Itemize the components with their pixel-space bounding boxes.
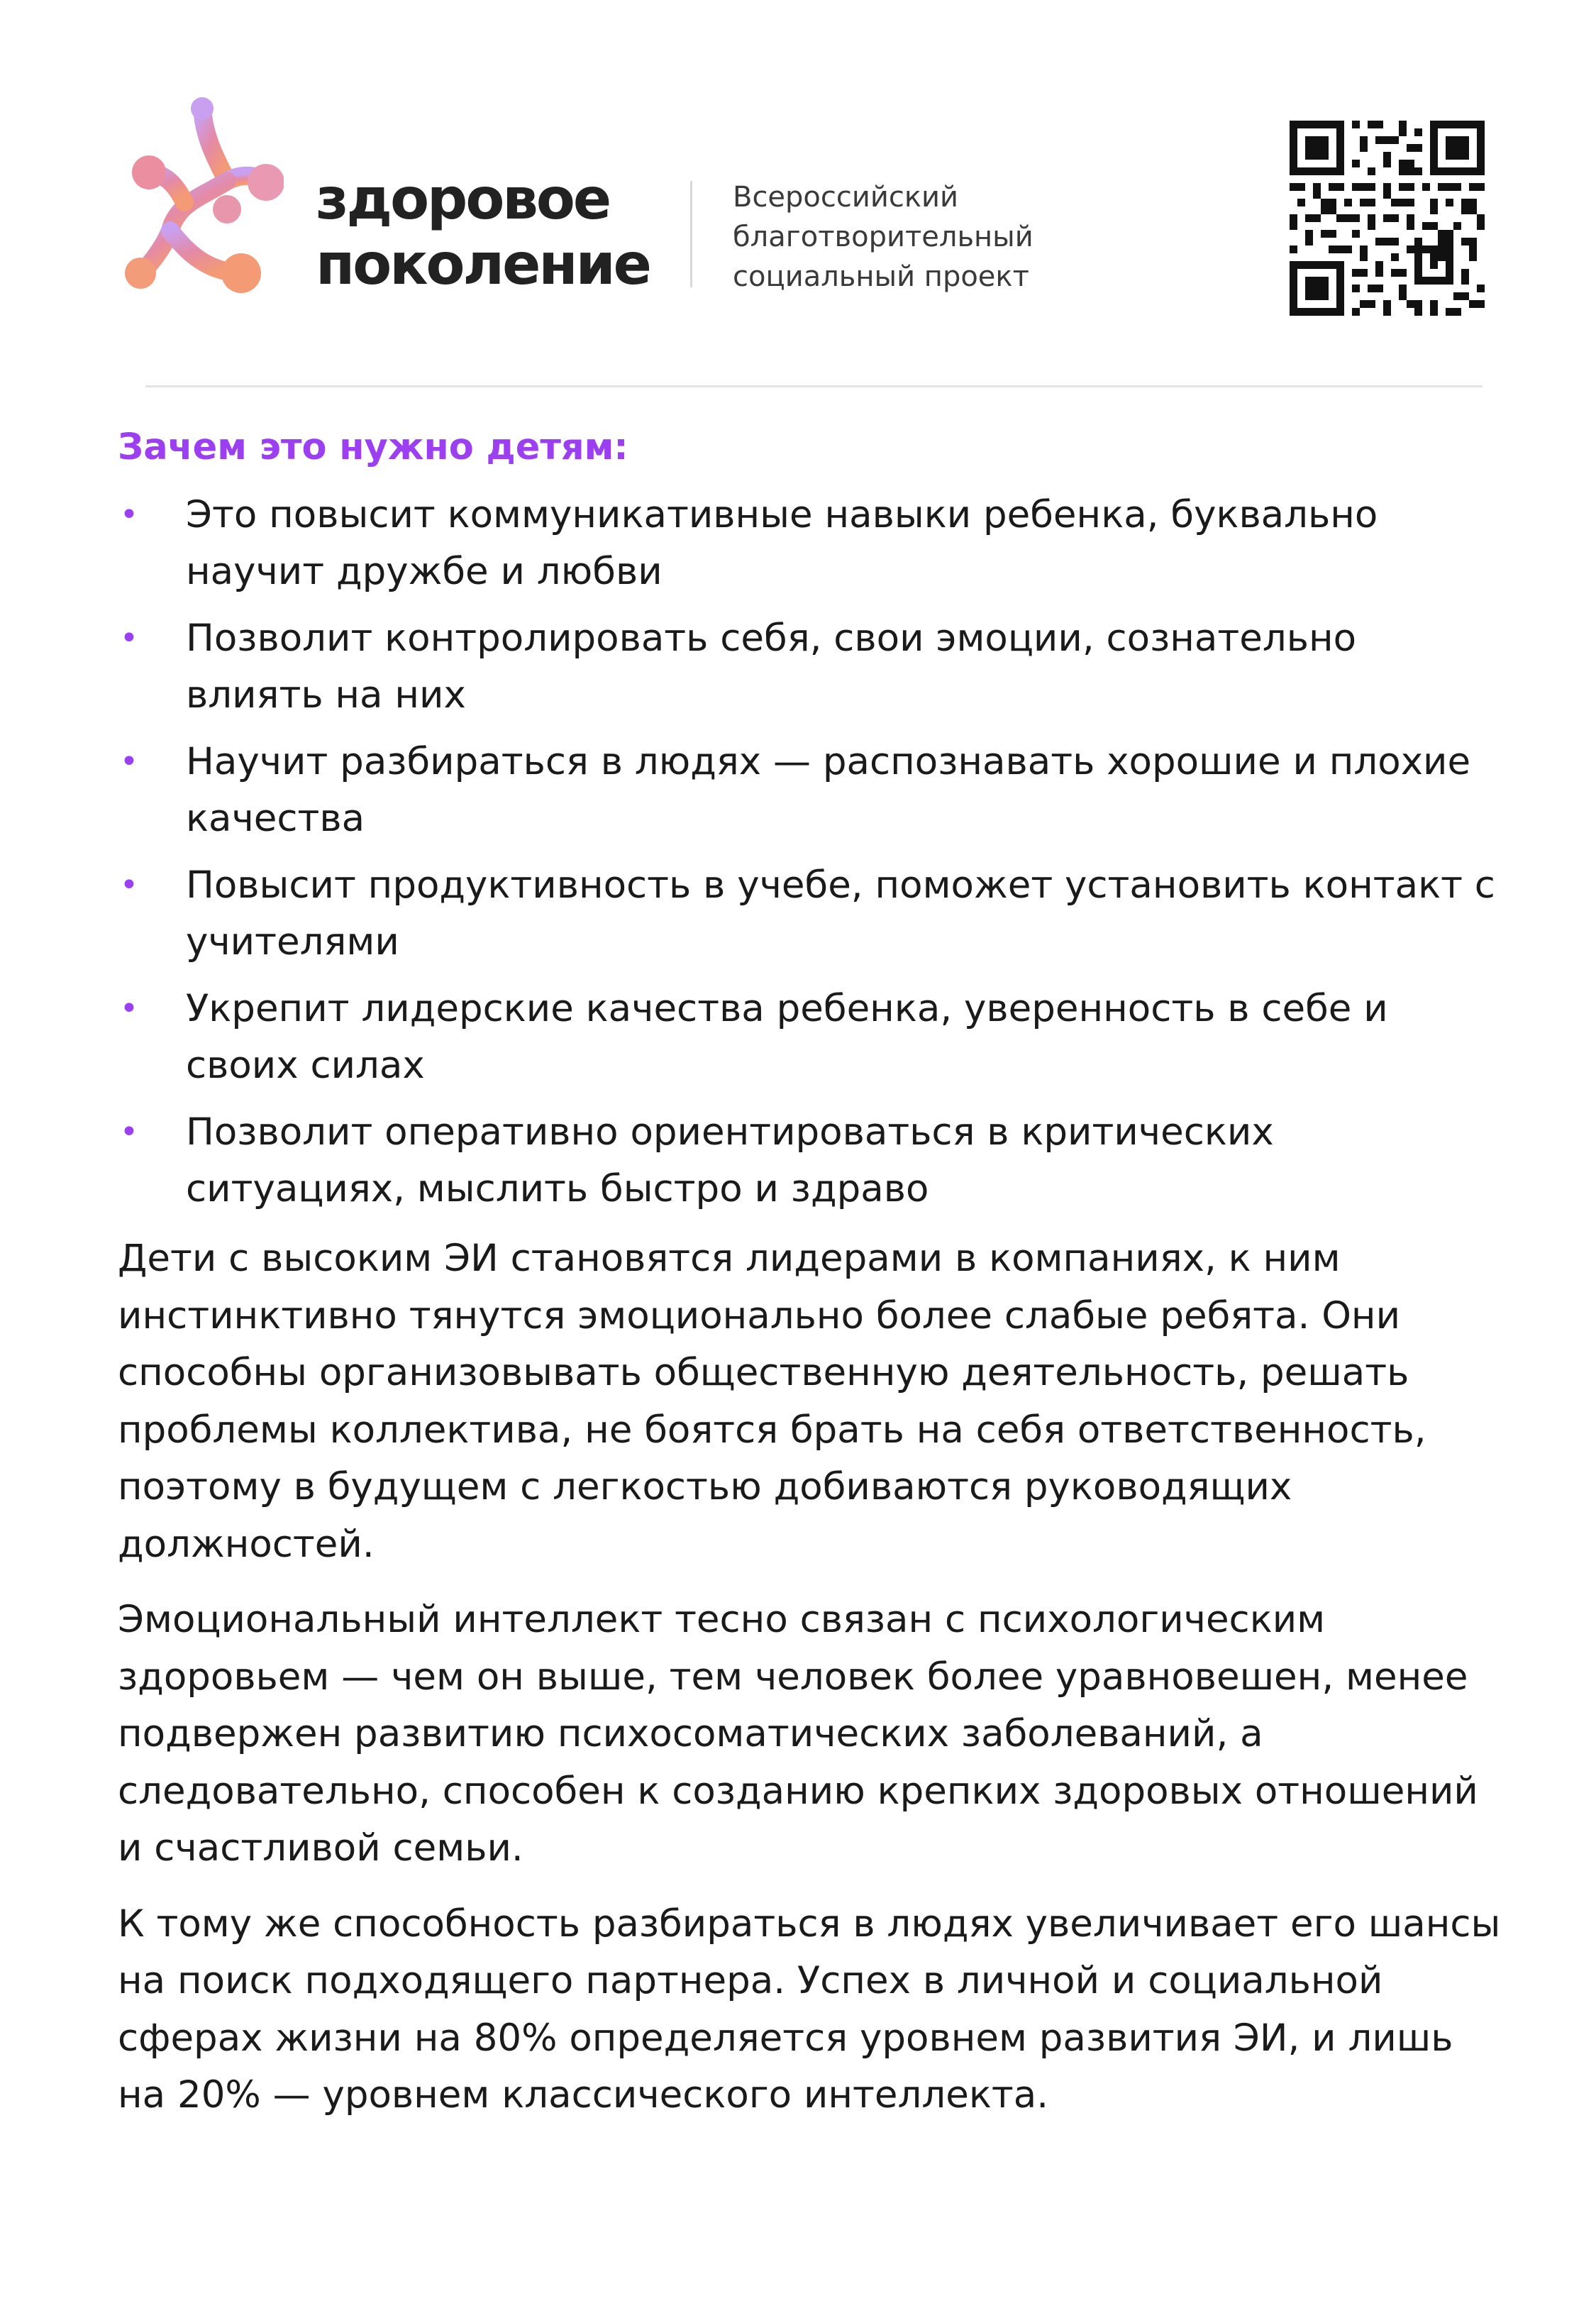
qr-code-icon[interactable] [1290,121,1485,316]
list-item [118,1104,1501,1218]
bullet-icon: • [120,620,138,656]
list-item-text: Позволит оперативно ориентироваться в критических ситуациях, мыслить быстро и здраво [186,1110,1274,1210]
list-item [118,487,1501,600]
logo-wordmark [316,167,650,297]
section-title: Зачем это нужно детям: [118,426,628,468]
logo-molecule-icon [121,96,284,298]
list-item-text: Повысит продуктивность в учебе, поможет установить контакт с учителями [186,864,1495,964]
bullet-icon: • [120,1114,138,1150]
tagline-line: благотворительный [733,221,1033,253]
list-item [118,981,1501,1094]
list-item [118,734,1501,847]
page-content [118,419,1501,2124]
bullet-icon: • [120,991,138,1027]
tagline-line: социальный проект [733,260,1029,293]
list-item-text: Укрепит лидерские качества ребенка, уверенность в себе и своих силах [186,987,1388,1087]
header-divider [145,385,1483,387]
logo-line-2: поколение [316,231,650,297]
list-item [118,857,1501,971]
list-item-text: Позволит контролировать себя, свои эмоции, сознательно влиять на них [186,617,1357,717]
logo-line-1: здоровое [316,166,610,232]
paragraph-health: Эмоциональный интеллект тесно связан с психологическим здоровьем — чем он выше, тем человек более уравновешен, менее подвержен развитию психосоматических заболеваний, а следовательно, способен к созданию крепких здоровых отношений и счастливой семьи. [118,1598,1478,1870]
benefits-list [118,487,1501,1218]
list-item [118,610,1501,724]
list-item-text: Это повысит коммуникативные навыки ребенка, буквально научит дружбе и любви [186,493,1378,593]
bullet-icon: • [120,867,138,903]
tagline-line: Всероссийский [733,181,959,214]
paragraph-success: К тому же способность разбираться в людях увеличивает его шансы на поиск подходящего партнера. Успех в личной и социальной сферах жизни на 80% определяется уровнем развития ЭИ, и лишь на 20% — уровнем классического интеллекта. [118,1902,1501,2117]
paragraph-leaders: Дети с высоким ЭИ становятся лидерами в компаниях, к ним инстинктивно тянутся эмоционально более слабые ребята. Они способны организовывать общественную деятельность, решать проблемы коллектива, не боятся брать на себя ответственность, поэтому в будущем с легкостью добиваются руководящих должностей. [118,1237,1426,1566]
project-tagline [733,177,1033,297]
page-header [0,0,1596,397]
bullet-icon: • [120,497,138,533]
bullet-icon: • [120,744,138,780]
logo-divider [690,181,692,287]
list-item-text: Научит разбираться в людях — распознавать хорошие и плохие качества [186,740,1471,840]
